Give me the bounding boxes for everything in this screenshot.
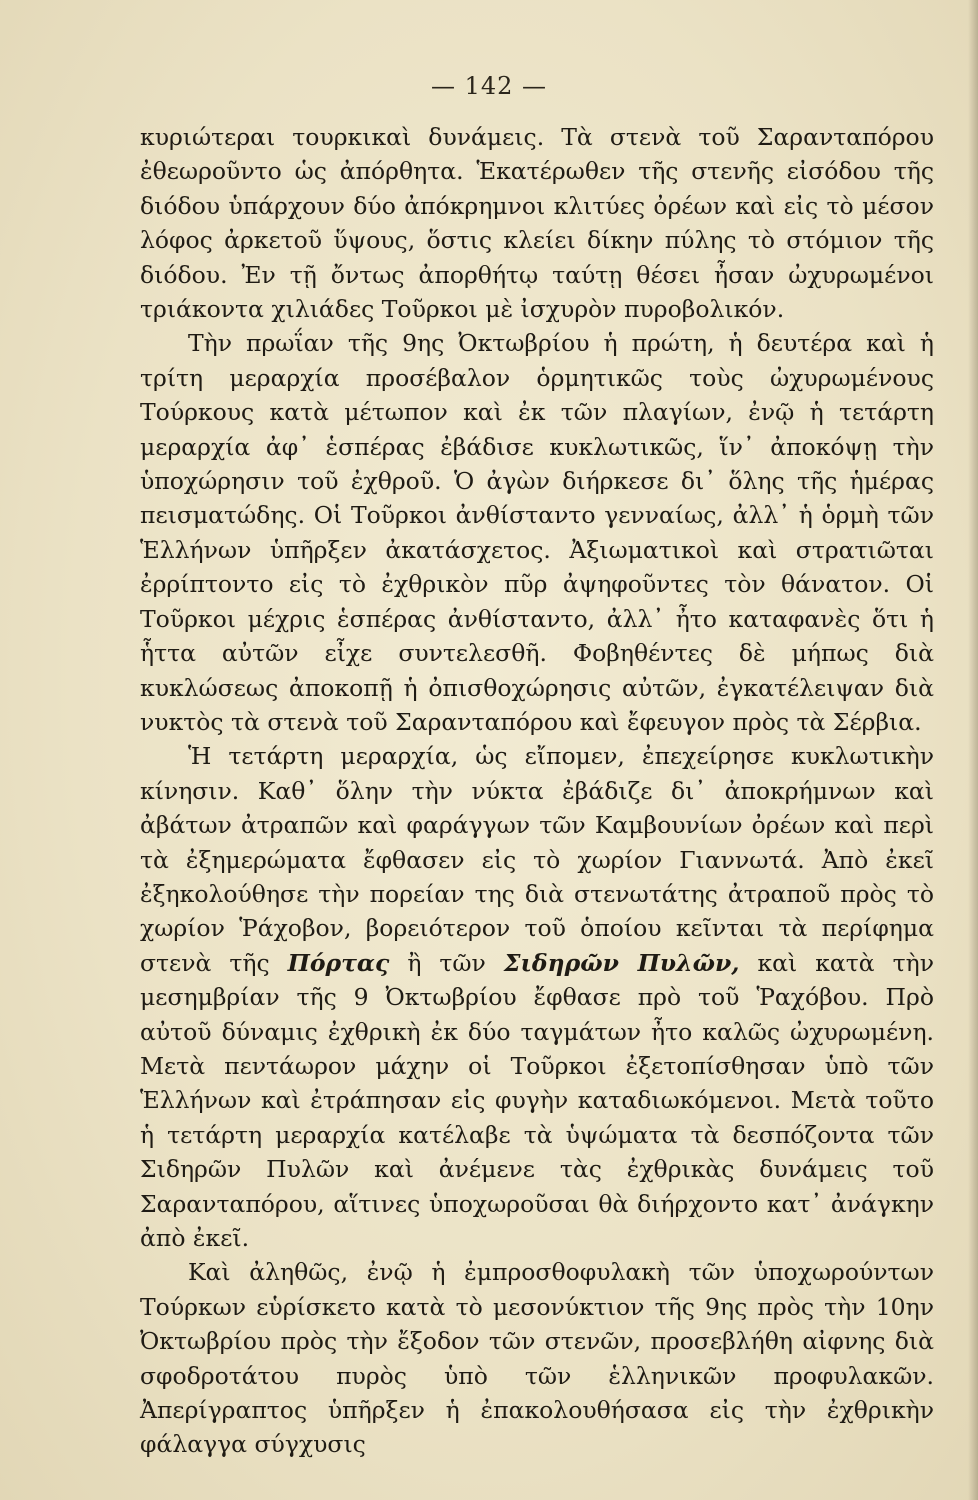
- paragraph-text: Τὴν πρωΐαν τῆς 9ης Ὀκτωβρίου ἡ πρώτη, ἡ δευτέρα καὶ ἡ τρίτη μεραρχία προσέβαλον ὁρμητικῶς τοὺς ὠχυρωμένους Τούρκους κατὰ μέτωπον καὶ ἐκ τῶν πλαγίων, ἐνῷ ἡ τετάρτη μεραρχία ἀφ᾽ ἑσπέρας ἐβάδισε κυκλωτικῶς, ἵν᾽ ἀποκόψῃ τὴν ὑποχώρησιν τοῦ ἐχθροῦ. Ὁ ἀγὼν διήρκεσε δι᾽ ὅλης τῆς ἡμέρας πεισματώδης. Οἱ Τοῦρκοι ἀνθίσταντο γενναίως, ἀλλ᾽ ἡ ὁρμὴ τῶν Ἑλλήνων ὑπῆρξεν ἀκατάσχετος. Ἀξιωματικοὶ καὶ στρατιῶται ἐρρίπτοντο εἰς τὸ ἐχθρικὸν πῦρ ἀψηφοῦντες τὸν θάνατον. Οἱ Τοῦρκοι μέχρις ἑσπέρας ἀνθίσταντο, ἀλλ᾽ ἦτο καταφανὲς ὅτι ἡ ἧττα αὐτῶν εἶχε συντελεσθῆ. Φοβηθέντες δὲ μήπως διὰ κυκλώσεως ἀποκοπῇ ἡ ὀπισθοχώρησις αὐτῶν, ἐγκατέλειψαν διὰ νυκτὸς τὰ στενὰ τοῦ Σαρανταπόρου καὶ ἔφευγον πρὸς τὰ Σέρβια.: [140, 329, 934, 736]
- emphasized-place-name: Πόρτας: [287, 948, 390, 977]
- paragraph-4: [140, 1255, 934, 1461]
- page-edge-shadow: [968, 0, 978, 1500]
- paragraph-text: Ἡ τετάρτη μεραρχία, ὡς εἴπομεν, ἐπεχείρησε κυκλωτικὴν κίνησιν. Καθ᾽ ὅλην τὴν νύκτα ἐβάδιζε δι᾽ ἀποκρήμνων καὶ ἀβάτων ἀτραπῶν καὶ φαράγγων τῶν Καμβουνίων ὀρέων καὶ περὶ τὰ ἐξημερώματα ἔφθασεν εἰς τὸ χωρίον Γιαννωτά. Ἀπὸ ἐκεῖ ἐξηκολούθησε τὴν πορείαν της διὰ στενωτάτης ἀτραποῦ πρὸς τὸ χωρίον Ῥάχοβον, βορειότερον τοῦ ὁποίου κεῖνται τὰ περίφημα στενὰ τῆς: [140, 742, 934, 977]
- paragraph-text: ἢ τῶν: [389, 948, 504, 977]
- paragraph-2: [140, 326, 934, 739]
- page-number: — 142 —: [430, 72, 548, 100]
- paragraph-text: Καὶ ἀληθῶς, ἐνῷ ἡ ἐμπροσθοφυλακὴ τῶν ὑποχωρούντων Τούρκων εὑρίσκετο κατὰ τὸ μεσονύκτιον τῆς 9ης πρὸς τὴν 10ην Ὀκτωβρίου πρὸς τὴν ἔξοδον τῶν στενῶν, προσεβλήθη αἰφνης διὰ σφοδροτάτου πυρὸς ὑπὸ τῶν ἑλληνικῶν προφυλακῶν. Ἀπερίγραπτος ὑπῆρξεν ἡ ἐπακολουθήσασα εἰς τὴν ἐχθρικὴν φάλαγγα σύγχυσις: [140, 1258, 934, 1459]
- paragraph-text: καὶ κατὰ τὴν μεσημβρίαν τῆς 9 Ὀκτωβρίου ἔφθασε πρὸ τοῦ Ῥαχόβου. Πρὸ αὐτοῦ δύναμις ἐχθρικὴ ἐκ δύο ταγμάτων ἦτο καλῶς ὠχυρωμένη. Μετὰ πεντάωρον μάχην οἱ Τοῦρκοι ἐξετοπίσθησαν ὑπὸ τῶν Ἑλλήνων καὶ ἐτράπησαν εἰς φυγὴν καταδιωκόμενοι. Μετὰ τοῦτο ἡ τετάρτη μεραρχία κατέλαβε τὰ ὑψώματα τὰ δεσπόζοντα τῶν Σιδηρῶν Πυλῶν καὶ ἀνέμενε τὰς ἐχθρικὰς δυνάμεις τοῦ Σαρανταπόρου, αἵτινες ὑποχωροῦσαι θὰ διήρχοντο κατ᾽ ἀνάγκην ἀπὸ ἐκεῖ.: [140, 948, 934, 1252]
- paragraph-text: κυριώτεραι τουρκικαὶ δυνάμεις. Τὰ στενὰ τοῦ Σαρανταπόρου ἐθεωροῦντο ὡς ἀπόρθητα. Ἑκατέρωθεν τῆς στενῆς εἰσόδου τῆς διόδου ὑπάρχουν δύο ἀπόκρημνοι κλιτύες ὀρέων καὶ εἰς τὸ μέσον λόφος ἀρκετοῦ ὕψους, ὅστις κλείει δίκην πύλης τὸ στόμιον τῆς διόδου. Ἐν τῇ ὄντως ἀπορθήτῳ ταύτῃ θέσει ἦσαν ὠχυρωμένοι τριάκοντα χιλιάδες Τοῦρκοι μὲ ἰσχυρὸν πυροβολικόν.: [140, 123, 934, 324]
- paragraph-3: [140, 739, 934, 1255]
- emphasized-place-name: Σιδηρῶν Πυλῶν,: [503, 948, 740, 977]
- body-text: [140, 120, 934, 1462]
- paragraph-1: [140, 120, 934, 326]
